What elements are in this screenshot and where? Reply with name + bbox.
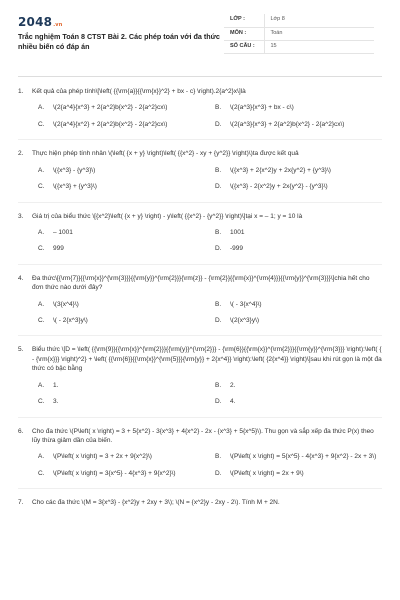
option-text: 1001 bbox=[230, 228, 245, 236]
question-number: 6. bbox=[18, 427, 24, 435]
option-label: C. bbox=[38, 398, 45, 406]
option-text: \(2{a^3}{x^3} + 2{a^2}b{x^2} - 2{a^2}cx\) bbox=[230, 120, 345, 128]
option-label: C. bbox=[38, 317, 45, 325]
option-c[interactable] bbox=[38, 316, 205, 325]
option-label: C. bbox=[38, 469, 45, 477]
option-a[interactable] bbox=[38, 166, 205, 175]
question-separator bbox=[18, 264, 382, 265]
question-4 bbox=[18, 274, 382, 326]
option-label: B. bbox=[215, 104, 222, 112]
question-body bbox=[32, 149, 382, 191]
option-label: A. bbox=[38, 453, 45, 461]
option-label: B. bbox=[215, 228, 222, 236]
option-c[interactable] bbox=[38, 182, 205, 191]
option-label: D. bbox=[215, 183, 222, 191]
question-number: 7. bbox=[18, 499, 24, 507]
option-label: D. bbox=[215, 120, 222, 128]
option-a[interactable] bbox=[38, 300, 205, 309]
question-text: Thực hiện phép tính nhân \(\left( {x + y} \right)\left( {{x^2} - xy + {y^2}} \right)\)ta được kết quả bbox=[32, 150, 299, 158]
option-b[interactable] bbox=[215, 103, 382, 112]
option-text: \(P\left( x \right) = 3 + 2x + 9{x^2}\) bbox=[53, 453, 152, 461]
option-text: 2. bbox=[230, 381, 236, 389]
question-text: Biểu thức \[D = \left( {{\rm{9}}{{\rm{x}}^{\rm{2}}}{{\rm{y}}^{\rm{2}}} - {\rm{6}}{{\rm{x}}^{\rm{2}}}{{\rm{y}}^{\rm{3}}} \right):\left( { - {\rm{x}}} \right)^2} + \left( {{\rm{6}}{{\rm{x}}^{\rm{5}}}{\rm{y}} + 2{x^4}} \right):\left( {2{x^4}} \right)\]sau khi rút gọn là một đa thức có bậc bằng bbox=[32, 346, 382, 373]
option-label: D. bbox=[215, 398, 222, 406]
option-a[interactable] bbox=[38, 228, 205, 237]
meta-key: LỚP : bbox=[224, 14, 264, 27]
question-1 bbox=[18, 87, 382, 129]
option-text: 3. bbox=[53, 398, 59, 406]
option-c[interactable] bbox=[38, 244, 205, 253]
question-separator bbox=[18, 488, 382, 489]
option-text: \({x^3} - 2{x^2}y + 2x{y^2} - {y^3}\) bbox=[230, 183, 328, 191]
question-body bbox=[32, 87, 382, 129]
question-5 bbox=[18, 345, 382, 406]
option-text: \({x^3} + {y^3}\) bbox=[53, 183, 97, 191]
option-b[interactable] bbox=[215, 300, 382, 309]
option-text: 1. bbox=[53, 381, 59, 389]
option-label: C. bbox=[38, 245, 45, 253]
option-text: \(2{x^3}y\) bbox=[230, 317, 260, 325]
question-number: 5. bbox=[18, 346, 24, 354]
meta-key: MÔN : bbox=[224, 27, 264, 40]
meta-row-count bbox=[224, 40, 374, 53]
question-body bbox=[32, 427, 382, 479]
option-text: – 1001 bbox=[53, 228, 73, 236]
option-label: C. bbox=[38, 183, 45, 191]
question-number: 2. bbox=[18, 150, 24, 158]
logo-sub: .vn bbox=[53, 22, 63, 28]
option-d[interactable] bbox=[215, 182, 382, 191]
option-label: D. bbox=[215, 317, 222, 325]
option-grid bbox=[32, 228, 382, 254]
meta-value: Toán bbox=[264, 27, 374, 40]
option-text: 999 bbox=[53, 245, 64, 253]
question-body bbox=[32, 498, 382, 514]
question-separator bbox=[18, 139, 382, 140]
option-label: B. bbox=[215, 300, 222, 308]
question-text: Kết quả của phép tính\[\left( {{\rm{a}}{{\rm{x}}^2} + bx - c} \right).2{a^2}x\]là bbox=[32, 88, 246, 95]
option-label: B. bbox=[215, 166, 222, 174]
document-header bbox=[18, 14, 382, 66]
question-list bbox=[18, 87, 382, 515]
option-text: \(P\left( x \right) = 3{x^5} - 4{x^3} + 9{x^2}\) bbox=[53, 469, 176, 477]
option-text: \( - 3{x^4}\) bbox=[230, 300, 262, 308]
option-c[interactable] bbox=[38, 120, 205, 129]
document-title: Trắc nghiệm Toán 8 CTST Bài 2. Các phép toán với đa thức nhiều biến có đáp án bbox=[18, 32, 220, 51]
question-text: Giá trị của biểu thức \[{x^2}\left( {x + y} \right) - y\left( {{x^2} - {y^2}} \right)\]tại x = – 1; y = 10 là bbox=[32, 212, 303, 220]
question-separator bbox=[18, 202, 382, 203]
option-a[interactable] bbox=[38, 452, 205, 461]
option-grid bbox=[32, 452, 382, 478]
question-separator bbox=[18, 335, 382, 336]
meta-table bbox=[224, 14, 374, 54]
question-body bbox=[32, 345, 382, 406]
option-d[interactable] bbox=[215, 316, 382, 325]
question-3 bbox=[18, 212, 382, 254]
option-text: \( - 2{x^3}y\) bbox=[53, 317, 88, 325]
option-a[interactable] bbox=[38, 381, 205, 390]
option-text: \(3{x^4}\) bbox=[53, 300, 79, 308]
option-text: \(P\left( x \right) = 5{x^5} - 4{x^3} + 9{x^2} - 2x + 3\) bbox=[230, 453, 377, 461]
meta-key: SỐ CÂU : bbox=[224, 40, 264, 53]
option-text: 4. bbox=[230, 398, 236, 406]
option-label: B. bbox=[215, 381, 222, 389]
option-b[interactable] bbox=[215, 452, 382, 461]
option-grid bbox=[32, 381, 382, 407]
question-number: 3. bbox=[18, 212, 24, 220]
option-text: -999 bbox=[230, 245, 244, 253]
option-d[interactable] bbox=[215, 397, 382, 406]
option-grid bbox=[32, 300, 382, 326]
question-text: Đa thức\[{\rm{7}}{{\rm{x}}^{\rm{3}}}{{\rm{y}}^{\rm{2}}}{\rm{z}} - {\rm{2}}{{\rm{x}}^{\rm{4}}}{{\rm{y}}^{\rm{3}}}\]chia hết cho đơn thức nào dưới đây? bbox=[32, 274, 370, 292]
header-divider bbox=[18, 76, 382, 77]
option-text: \(2{a^3}{x^3} + bx - c\) bbox=[230, 104, 294, 112]
option-b[interactable] bbox=[215, 381, 382, 390]
option-label: C. bbox=[38, 120, 45, 128]
option-d[interactable] bbox=[215, 244, 382, 253]
option-label: B. bbox=[215, 453, 222, 461]
option-b[interactable] bbox=[215, 166, 382, 175]
question-separator bbox=[18, 417, 382, 418]
question-text: Cho đa thức \(P\left( x \right) = 3 + 5{x^2} - 3{x^3} + 4{x^2} - 2x - {x^3} + 5{x^5}\). Thu gọn và sắp xếp đa thức P(x) theo lũy thừa giảm dần của biến. bbox=[32, 427, 374, 445]
meta-value: Lớp 8 bbox=[264, 14, 374, 27]
option-text: \(2{a^4}{x^3} + 2{a^2}b{x^2} - 2{a^2}cx\) bbox=[53, 104, 168, 112]
option-label: D. bbox=[215, 245, 222, 253]
question-body bbox=[32, 274, 382, 326]
question-text: Cho các đa thức \(M = 3{x^3} - {x^2}y + 2xy + 3\); \(N = {x^2}y - 2xy - 2\). Tính M + 2N. bbox=[32, 499, 280, 507]
meta-value: 15 bbox=[264, 40, 374, 53]
question-number: 4. bbox=[18, 274, 24, 282]
option-label: A. bbox=[38, 300, 45, 308]
meta-row-subject bbox=[224, 27, 374, 40]
option-label: D. bbox=[215, 469, 222, 477]
option-label: A. bbox=[38, 104, 45, 112]
question-7 bbox=[18, 498, 382, 514]
question-number: 1. bbox=[18, 88, 24, 95]
option-a[interactable] bbox=[38, 103, 205, 112]
question-2 bbox=[18, 149, 382, 191]
option-label: A. bbox=[38, 228, 45, 236]
option-label: A. bbox=[38, 381, 45, 389]
option-c[interactable] bbox=[38, 397, 205, 406]
option-grid bbox=[32, 103, 382, 129]
option-grid bbox=[32, 166, 382, 192]
question-body bbox=[32, 212, 382, 254]
option-c[interactable] bbox=[38, 469, 205, 478]
option-d[interactable] bbox=[215, 120, 382, 129]
question-6 bbox=[18, 427, 382, 479]
option-text: \({x^3} + 2{x^2}y + 2x{y^2} + {y^3}\) bbox=[230, 166, 331, 174]
meta-row-class bbox=[224, 14, 374, 27]
option-text: \(2{a^4}{x^2} + 2{a^2}b{x^2} - 2{a^2}cx\) bbox=[53, 120, 168, 128]
option-text: \(P\left( x \right) = 2x + 9\) bbox=[230, 469, 304, 477]
logo-main: 2048 bbox=[18, 15, 53, 29]
option-text: \({x^3} - {y^3}\) bbox=[53, 166, 96, 174]
option-b[interactable] bbox=[215, 228, 382, 237]
option-d[interactable] bbox=[215, 469, 382, 478]
option-label: A. bbox=[38, 166, 45, 174]
